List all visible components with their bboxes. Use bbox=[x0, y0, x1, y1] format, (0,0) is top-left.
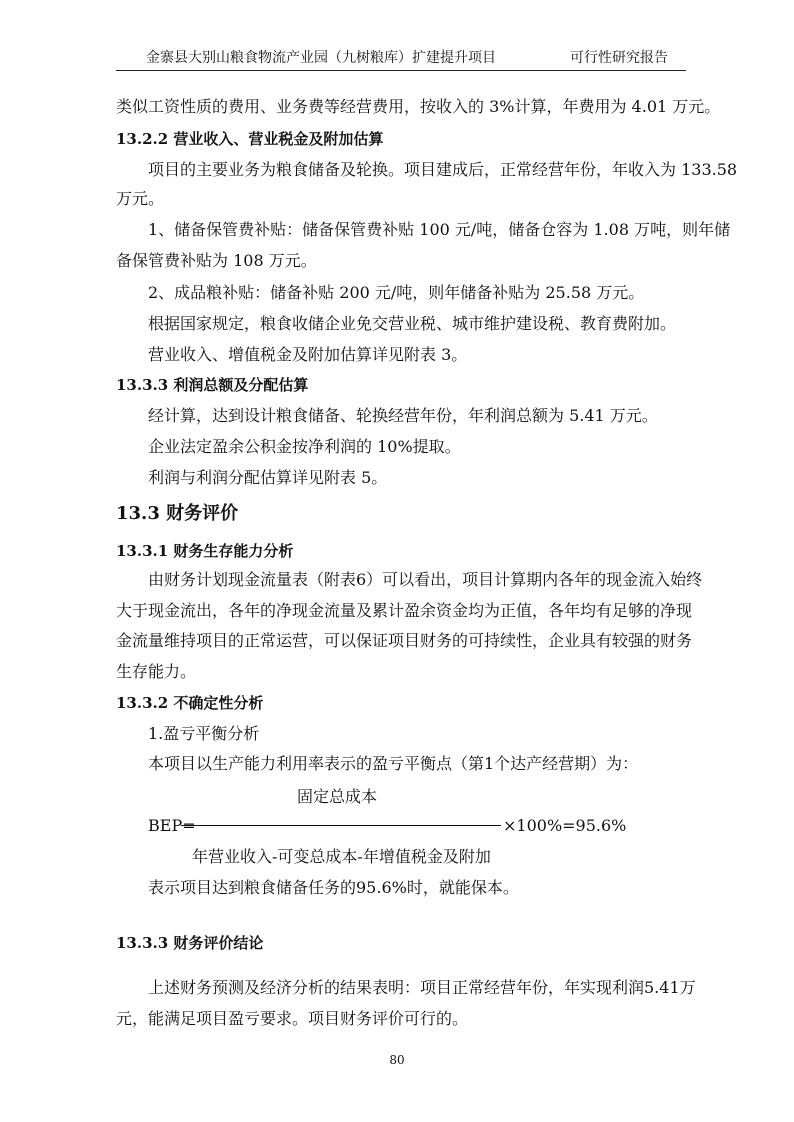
paragraph: 元，能满足项目盈亏要求。项目财务评价可行的。 bbox=[116, 1009, 469, 1028]
header-report-type: 可行性研究报告 bbox=[570, 50, 668, 66]
paragraph: 企业法定盈余公积金按净利润的 10%提取。 bbox=[148, 437, 461, 456]
formula-rhs: ×100%=95.6% bbox=[503, 816, 627, 835]
paragraph: 经计算，达到设计粮食储备、轮换经营年份，年利润总额为 5.41 万元。 bbox=[148, 406, 658, 425]
header-project-title: 金寨县大别山粮食物流产业园（九树粮库）扩建提升项目 bbox=[146, 50, 496, 66]
formula-numerator: 固定总成本 bbox=[297, 787, 378, 806]
paragraph: 本项目以生产能力利用率表示的盈亏平衡点（第1个达产经营期）为： bbox=[148, 754, 639, 773]
formula-lhs: BEP= bbox=[148, 816, 196, 835]
section-heading-13-2-2: 13.2.2 营业收入、营业税金及附加估算 bbox=[116, 130, 384, 148]
paragraph: 大于现金流出，各年的净现金流量及累计盈余资金均为正值，各年均有足够的净现 bbox=[116, 601, 693, 620]
formula-fraction-bar bbox=[181, 825, 501, 826]
paragraph: 项目的主要业务为粮食储备及轮换。项目建成后，正常经营年份，年收入为 133.58 bbox=[148, 160, 738, 179]
paragraph: 生存能力。 bbox=[116, 662, 197, 681]
paragraph: 营业收入、增值税金及附加估算详见附表 3。 bbox=[148, 345, 468, 364]
paragraph: 由财务计划现金流量表（附表6）可以看出，项目计算期内各年的现金流入始终 bbox=[148, 570, 703, 589]
paragraph: 类似工资性质的费用、业务费等经营费用，按收入的 3%计算，年费用为 4.01 万元。 bbox=[116, 97, 721, 116]
paragraph: 表示项目达到粮食储备任务的95.6%时，就能保本。 bbox=[148, 878, 519, 897]
paragraph: 上述财务预测及经济分析的结果表明：项目正常经营年份，年实现利润5.41万 bbox=[148, 978, 696, 997]
section-heading-13-3-2: 13.3.2 不确定性分析 bbox=[116, 694, 264, 712]
paragraph: 万元。 bbox=[116, 189, 165, 208]
paragraph: 备保管费补贴为 108 万元。 bbox=[116, 251, 317, 270]
page-header bbox=[116, 48, 686, 71]
paragraph: 金流量维持项目的正常运营，可以保证项目财务的可持续性，企业具有较强的财务 bbox=[116, 631, 693, 650]
section-heading-13-3: 13.3 财务评价 bbox=[116, 503, 239, 524]
section-heading-13-3-3-profit: 13.3.3 利润总额及分配估算 bbox=[116, 376, 309, 394]
paragraph: 1、储备保管费补贴：储备保管费补贴 100 元/吨，储备仓容为 1.08 万吨，则年储 bbox=[148, 220, 731, 239]
formula-denominator: 年营业收入-可变总成本-年增值税金及附加 bbox=[192, 847, 491, 866]
paragraph: 2、成品粮补贴：储备补贴 200 元/吨，则年储备补贴为 25.58 万元。 bbox=[148, 283, 645, 302]
paragraph: 利润与利润分配估算详见附表 5。 bbox=[148, 468, 388, 487]
section-heading-13-3-1: 13.3.1 财务生存能力分析 bbox=[116, 542, 294, 560]
paragraph: 根据国家规定，粮食收储企业免交营业税、城市维护建设税、教育费附加。 bbox=[148, 314, 677, 333]
section-heading-13-3-3-conclusion: 13.3.3 财务评价结论 bbox=[116, 934, 264, 952]
page-number: 80 bbox=[389, 1053, 405, 1067]
paragraph: 1.盈亏平衡分析 bbox=[148, 724, 260, 743]
